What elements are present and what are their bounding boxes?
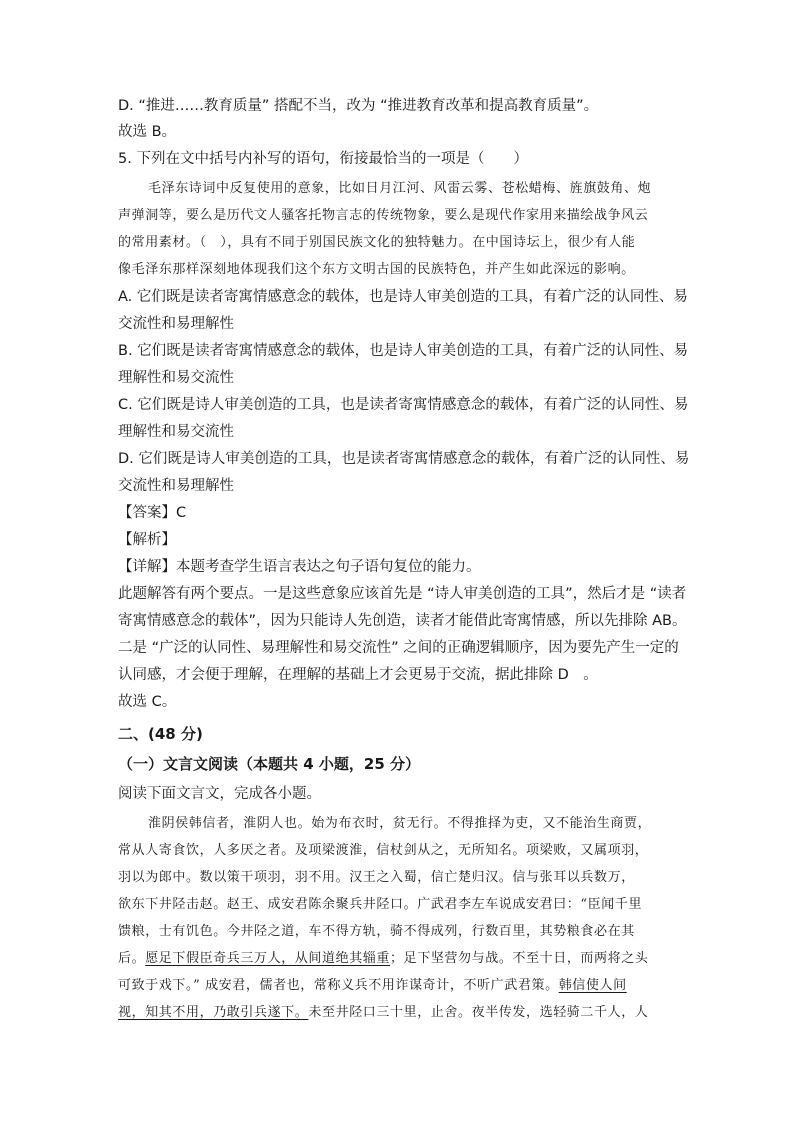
passage-line: 的常用素材。（ ），具有不同于别国民族文化的独特魅力。在中国诗坛上，很少有人能 xyxy=(118,235,636,250)
explanation-line: 二是 “广泛的认同性、易理解性和易交流性” 之间的正确逻辑顺序，因为要先产生一定的 xyxy=(118,640,679,656)
option-b-line2: 理解性和易交流性 xyxy=(118,370,234,386)
detail-label: 【详解】本题考查学生语言表达之句子语句复位的能力。 xyxy=(118,559,481,575)
reading-instruction: 阅读下面文言文，完成各小题。 xyxy=(118,786,321,802)
passage-line: 像毛泽东那样深刻地体现我们这个东方文明古国的民族特色，并产生如此深远的影响。 xyxy=(118,262,635,277)
option-a-line1: A. 它们既是读者寄寓情感意念的载体，也是诗人审美创造的工具，有着广泛的认同性、易 xyxy=(118,289,688,305)
classical-text-line: 常从人寄食饮，人多厌之者。及项梁渡淮，信杖剑从之，无所知名。项梁败，又属项羽， xyxy=(118,843,649,858)
passage-line: 声弹洞等，要么是历代文人骚客托物言志的传统物象，要么是现代作家用来描绘战争风云 xyxy=(118,208,649,223)
section-two-heading: 二、(48 分) xyxy=(118,725,203,743)
classical-text-line xyxy=(118,976,627,996)
classical-text-line xyxy=(118,949,648,969)
analysis-label: 【解析】 xyxy=(118,532,176,548)
option-d-line2: 交流性和易理解性 xyxy=(118,478,234,494)
answer-choice-c: 故选 C。 xyxy=(118,694,177,710)
text-segment: ；足下坚营勿与战。不至十日，而两将之头 xyxy=(390,951,649,966)
answer-choice-b: 故选 B。 xyxy=(118,124,177,140)
classical-text-line: 羽以为郎中。数以策干项羽，羽不用。汉王之入蜀，信亡楚归汉。信与张耳以兵数万， xyxy=(118,870,635,885)
classical-text-line: 馈粮，士有饥色。今井陉之道，车不得方轨，骑不得成列，行数百里，其势粮食必在其 xyxy=(118,924,635,939)
explanation-line: 认同感，才会便于理解，在理解的基础上才会更易于交流，据此排除 D 。 xyxy=(118,667,598,683)
underlined-sentence-1: 愿足下假臣奇兵三万人，从间道绝其辎重 xyxy=(145,951,391,966)
text-segment: 可致于戏下。” 成安君，儒者也，常称义兵不用诈谋奇计，不听广武君策。 xyxy=(118,978,559,993)
text-segment: 后。 xyxy=(118,951,146,966)
option-c-line2: 理解性和易交流性 xyxy=(118,424,234,440)
passage-line: 毛泽东诗词中反复使用的意象，比如日月江河、风雷云雾、苍松蜡梅、旌旗鼓角、炮 xyxy=(148,181,652,196)
option-d-explanation: D. “推进……教育质量” 搭配不当，改为 “推进教育改革和提高教育质量”。 xyxy=(118,98,599,114)
option-c-line1: C. 它们既是诗人审美创造的工具，也是读者寄寓情感意念的载体，有着广泛的认同性、易 xyxy=(118,397,689,413)
underlined-sentence-2-start: 韩信使人间 xyxy=(558,978,627,993)
explanation-line: 寄寓情感意念的载体”，因为只能诗人先创造，读者才能借此寄寓情感，所以先排除 AB。 xyxy=(118,613,687,629)
classical-text-line: 欲东下井陉击赵。赵王、成安君陈余聚兵井陉口。广武君李左车说成安君曰：“臣闻千里 xyxy=(118,897,643,912)
classical-reading-heading: （一）文言文阅读（本题共 4 小题，25 分） xyxy=(118,755,420,773)
classical-text-line xyxy=(118,1003,648,1023)
underlined-sentence-2-end: 视，知其不用，乃敢引兵遂下。 xyxy=(118,1005,309,1020)
text-segment: 未至井陉口三十里，止舍。夜半传发，选轻骑二千人，人 xyxy=(308,1005,649,1020)
question-5-stem: 5. 下列在文中括号内补写的语句，衔接最恰当的一项是（ ） xyxy=(118,151,528,167)
option-a-line2: 交流性和易理解性 xyxy=(118,316,234,332)
explanation-line: 此题解答有两个要点。一是这些意象应该首先是 “诗人审美创造的工具”，然后才是 “读者 xyxy=(118,586,687,602)
answer-label: 【答案】C xyxy=(118,505,187,521)
option-d-line1: D. 它们既是诗人审美创造的工具，也是读者寄寓情感意念的载体，有着广泛的认同性、易 xyxy=(118,451,690,467)
option-b-line1: B. 它们既是读者寄寓情感意念的载体，也是诗人审美创造的工具，有着广泛的认同性、易 xyxy=(118,343,689,359)
classical-text-line: 淮阴侯韩信者，淮阴人也。始为布衣时，贫无行。不得推择为吏，又不能治生商贾， xyxy=(148,816,652,831)
